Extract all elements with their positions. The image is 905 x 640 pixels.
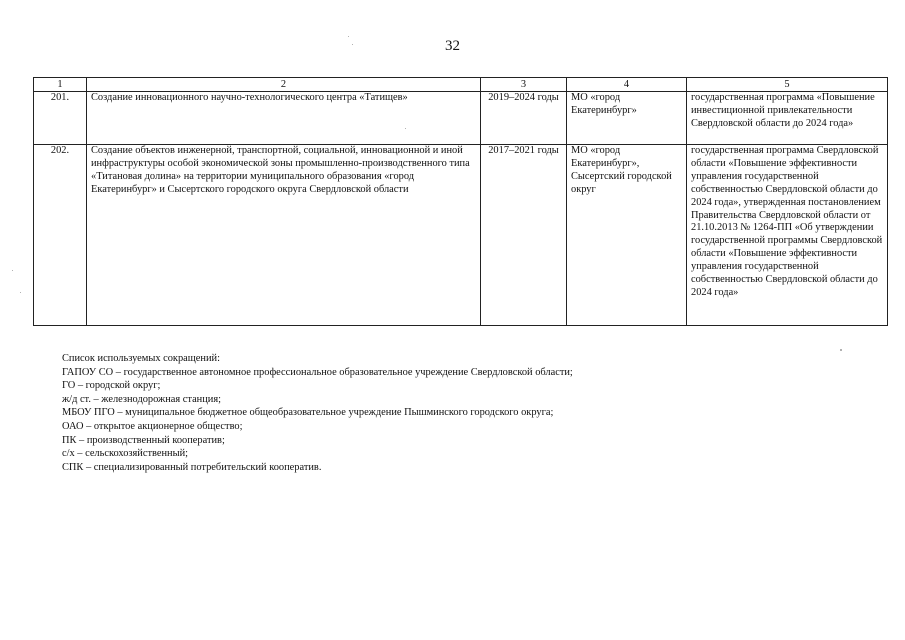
municipality: МО «город Екатеринбург», Сысертский городской округ [567, 145, 687, 326]
abbreviation-item: ОАО – открытое акционерное общество; [62, 420, 243, 432]
column-header: 5 [687, 78, 888, 92]
scan-speck [352, 44, 353, 45]
column-header: 2 [87, 78, 481, 92]
abbreviation-item: ГАПОУ СО – государственное автономное профессиональное образовательное учреждение Свердловской области; [62, 366, 573, 378]
project-name: Создание инновационного научно-технологического центра «Татищев» [87, 92, 481, 145]
scan-speck [348, 36, 349, 37]
municipality: МО «город Екатеринбург» [567, 92, 687, 145]
scan-speck [840, 349, 842, 351]
column-header: 3 [481, 78, 567, 92]
state-program: государственная программа Свердловской области «Повышение эффективности управления государственной собственностью Свердловской области до 2024 года», утвержденная постановлением Правительства Свердловской области от 21.10.2013 № 1264-ПП «Об утверждении государственной программы Свердловской области «Повышение эффективности управления государственной собственностью Свердловской области до 2024 года» [687, 145, 888, 326]
table-row [34, 145, 888, 326]
abbreviations-title: Список используемых сокращений: [62, 353, 220, 364]
scan-speck [12, 270, 13, 271]
abbreviation-item: ГО – городской округ; [62, 380, 161, 392]
project-name: Создание объектов инженерной, транспортной, социальной, инновационной и иной инфраструктуры особой экономической зоны промышленно-производственного типа «Титановая долина» на территории муниципального образования «город Екатеринбург» и Сысертского городского округа Свердловской области [87, 145, 481, 326]
projects-table [33, 77, 888, 326]
table-header-row [34, 78, 888, 92]
abbreviations-list [62, 352, 573, 474]
state-program: государственная программа «Повышение инвестиционной привлекательности Свердловской области до 2024 года» [687, 92, 888, 145]
scan-speck [405, 128, 406, 129]
abbreviation-item: ПК – производственный кооператив; [62, 434, 225, 446]
abbreviation-item: ж/д ст. – железнодорожная станция; [62, 393, 222, 405]
abbreviation-item: СПК – специализированный потребительский кооператив. [62, 461, 322, 473]
row-number: 202. [34, 145, 87, 326]
table-row [34, 92, 888, 145]
scan-speck [20, 292, 21, 293]
abbreviation-item: МБОУ ПГО – муниципальное бюджетное общеобразовательное учреждение Пышминского городского округа; [62, 407, 554, 419]
abbreviation-item: с/х – сельскохозяйственный; [62, 448, 189, 460]
project-years: 2017–2021 годы [481, 145, 567, 326]
project-years: 2019–2024 годы [481, 92, 567, 145]
column-header: 4 [567, 78, 687, 92]
column-header: 1 [34, 78, 87, 92]
page-number: 32 [445, 38, 460, 54]
row-number: 201. [34, 92, 87, 145]
